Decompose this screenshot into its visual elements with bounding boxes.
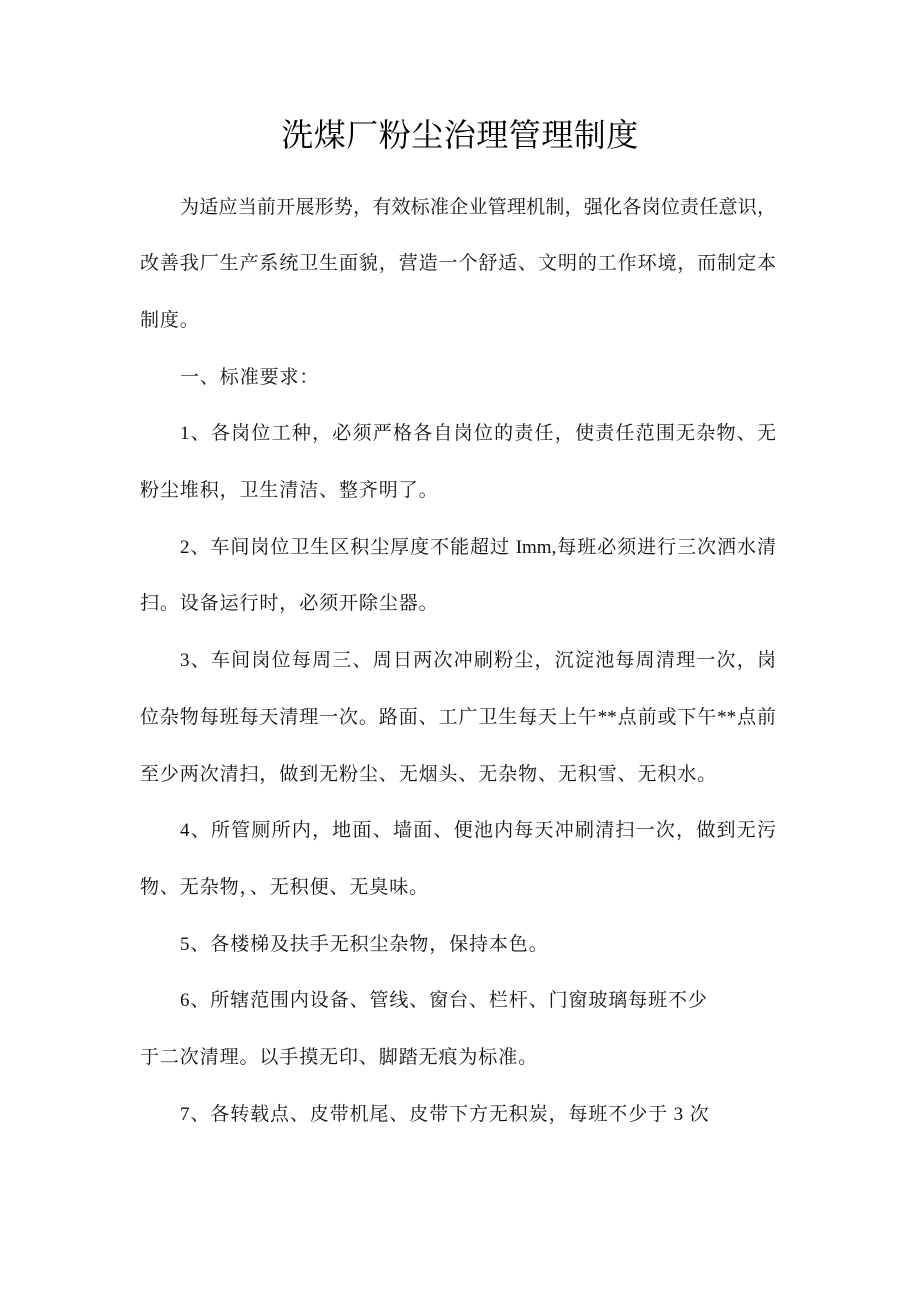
intro-line: 为适应当前开展形势，有效标准企业管理机制，强化各岗位责任意识， [180,196,776,218]
item-line: 于二次清理。以手摸无印、脚踏无痕为标准。 [140,1046,539,1068]
item-3 [140,633,776,803]
intro-paragraph [140,180,776,350]
item-line: 位杂物每班每天清理一次。路面、工广卫生每天上午**点前或下午**点前 [140,706,776,728]
item-line: 2、车间岗位卫生区积尘厚度不能超过 Imm,每班必须进行三次洒水清 [180,536,776,558]
item-line: 1、各岗位工种，必须严格各自岗位的责任，使责任范围无杂物、无 [180,423,776,445]
item-line: 扫。设备运行时，必须开除尘器。 [140,593,439,615]
item-5 [140,917,776,974]
item-line: 6、所辖范围内设备、管线、窗台、栏杆、门窗玻璃每班不少 [180,990,708,1012]
section-heading: 一、标准要求： [180,366,320,388]
item-line: 4、所管厕所内，地面、墙面、便池内每天冲刷清扫一次，做到无污 [180,820,776,842]
item-6 [140,973,776,1086]
section-heading-paragraph [140,350,776,407]
intro-line: 制度。 [140,310,200,332]
item-line: 7、各转载点、皮带机尾、皮带下方无积炭，每班不少于 3 次 [180,1103,710,1125]
item-line: 至少两次清扫，做到无粉尘、无烟头、无杂物、无积雪、无积水。 [140,763,718,785]
document-title: 洗煤厂粉尘治理管理制度 [281,117,639,153]
item-line: 3、车间岗位每周三、周日两次冲刷粉尘，沉淀池每周清理一次，岗 [180,650,776,672]
intro-line: 改善我厂生产系统卫生面貌，营造一个舒适、文明的工作环境，而制定本 [140,253,776,275]
item-line: 粉尘堆积，卫生清洁、整齐明了。 [140,480,439,502]
item-line: 5、各楼梯及扶手无积尘杂物，保持本色。 [180,933,549,955]
item-line: 物、无杂物，、无积便、无臭味。 [140,876,430,898]
document-body [140,180,776,1144]
item-4 [140,803,776,916]
item-2 [140,520,776,633]
item-1 [140,406,776,519]
item-7 [140,1087,776,1144]
